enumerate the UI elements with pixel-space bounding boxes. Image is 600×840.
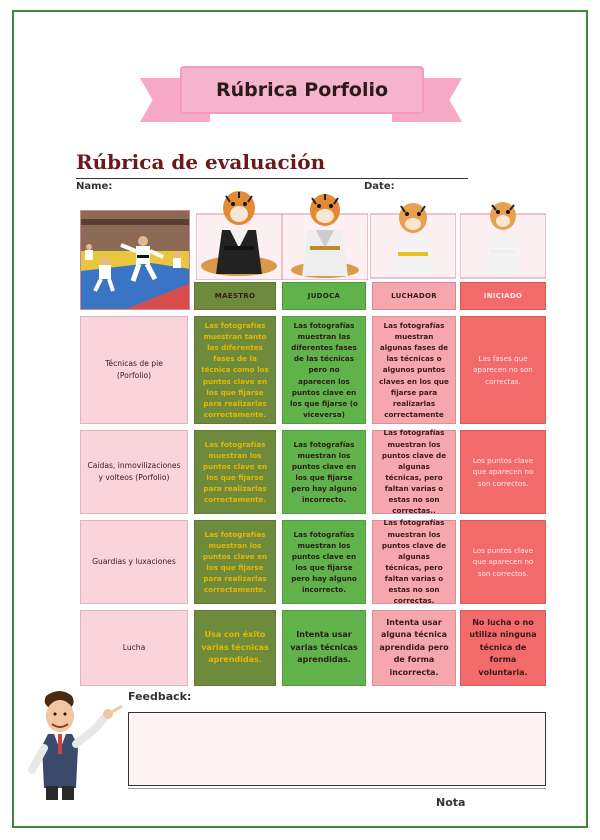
rubric-cell-iniciado — [460, 520, 546, 604]
rubric-text: Intenta usar alguna técnica aprendida pero de forma incorrecta. — [379, 618, 449, 677]
rubric-cell-judoca — [282, 430, 366, 514]
title-banner — [180, 66, 424, 114]
level-header-luchador — [372, 282, 456, 310]
rubric-cell-luchador — [372, 610, 456, 686]
rubric-text: Las fotografías muestran algunas fases de las técnicas o algunos puntos claves en los que fijarse para realizarlas correctamente — [379, 320, 449, 420]
rubric-text: Las fotografías muestran los puntos clave de algunas técnicas, pero faltan varias o estas no son correctas.. — [381, 428, 447, 516]
rubric-text: Las fotografías muestran tanto las diferentes fases de la técnica como los puntos clave en los que fijarse para realizarlas correctamente. — [201, 320, 269, 420]
tiger-iniciado-icon — [460, 196, 546, 284]
rubric-text: Las fotografías muestran las diferentes fases de las técnicas pero no aparecen los puntos clave en los que fijarse (o viceversa) — [290, 320, 358, 420]
rubric-text: Las fases que aparecen no son correctas. — [473, 354, 533, 386]
criterion-label: Técnicas de pie (Porfolio) — [105, 359, 163, 380]
rubric-text: Los puntos clave que aparecen no son correctos. — [472, 546, 534, 578]
level-label: MAESTRO — [214, 292, 256, 300]
banner-title: Rúbrica Porfolio — [215, 79, 389, 101]
level-label: JUDOCA — [307, 292, 341, 300]
criterion-cell — [80, 520, 188, 604]
name-label: Name: — [76, 181, 113, 192]
rubric-text: Usa con éxito varias técnicas aprendidas. — [201, 630, 269, 665]
tiger-maestro-icon — [196, 186, 282, 284]
rubric-cell-iniciado — [460, 316, 546, 424]
level-header-maestro — [194, 282, 276, 310]
criterion-cell — [80, 316, 188, 424]
feedback-underline — [128, 788, 546, 789]
criterion-cell — [80, 610, 188, 686]
nota-label: Nota — [436, 796, 466, 809]
judo-photo — [80, 210, 190, 310]
teacher-illustration — [18, 688, 130, 804]
judo-photo-illustration — [81, 211, 190, 310]
feedback-label: Feedback: — [128, 690, 192, 703]
heading-underline — [76, 178, 468, 179]
feedback-field[interactable] — [128, 712, 546, 786]
page-heading: Rúbrica de evaluación — [76, 150, 326, 174]
rubric-text: Las fotografías muestran los puntos clave de algunas técnicas, pero faltan varias o estas no son correctas. — [381, 518, 447, 606]
criterion-label: Lucha — [122, 643, 146, 653]
level-header-iniciado — [460, 282, 546, 310]
rubric-cell-iniciado — [460, 430, 546, 514]
tiger-judoca-icon — [282, 190, 368, 284]
rubric-cell-iniciado — [460, 610, 546, 686]
rubric-text: Las fotografías muestran los puntos clave en los que fijarse pero hay alguno incorrecto. — [291, 529, 357, 595]
rubric-cell-luchador — [372, 316, 456, 424]
criterion-label: Caídas, inmovilizaciones y volteos (Porfolio) — [87, 461, 181, 482]
rubric-text: Intenta usar varias técnicas aprendidas. — [290, 630, 358, 665]
criterion-cell — [80, 430, 188, 514]
rubric-text: No lucha o no utiliza ninguna técnica de forma voluntaria. — [469, 618, 537, 677]
rubric-text: Las fotografías muestran los puntos clave en los que fijarse pero hay alguno incorrecto. — [291, 439, 357, 505]
rubric-cell-judoca — [282, 520, 366, 604]
rubric-text: Las fotografías muestran los puntos clave en los que fijarse para realizarlas correctamente. — [202, 529, 268, 595]
criterion-label: Guardias y luxaciones — [92, 557, 176, 567]
rubric-cell-judoca — [282, 316, 366, 424]
rubric-cell-judoca — [282, 610, 366, 686]
level-label: LUCHADOR — [391, 292, 437, 300]
date-label: Date: — [364, 181, 395, 192]
rubric-cell-maestro — [194, 610, 276, 686]
rubric-cell-luchador — [372, 520, 456, 604]
rubric-cell-maestro — [194, 430, 276, 514]
rubric-cell-maestro — [194, 520, 276, 604]
rubric-cell-maestro — [194, 316, 276, 424]
rubric-text: Los puntos clave que aparecen no son correctos. — [472, 456, 534, 488]
rubric-cell-luchador — [372, 430, 456, 514]
level-label: INICIADO — [483, 292, 523, 300]
tiger-luchador-icon — [370, 198, 456, 284]
level-header-judoca — [282, 282, 366, 310]
rubric-text: Las fotografías muestran los puntos clave en los que fijarse para realizarlas correctamente. — [202, 439, 268, 505]
